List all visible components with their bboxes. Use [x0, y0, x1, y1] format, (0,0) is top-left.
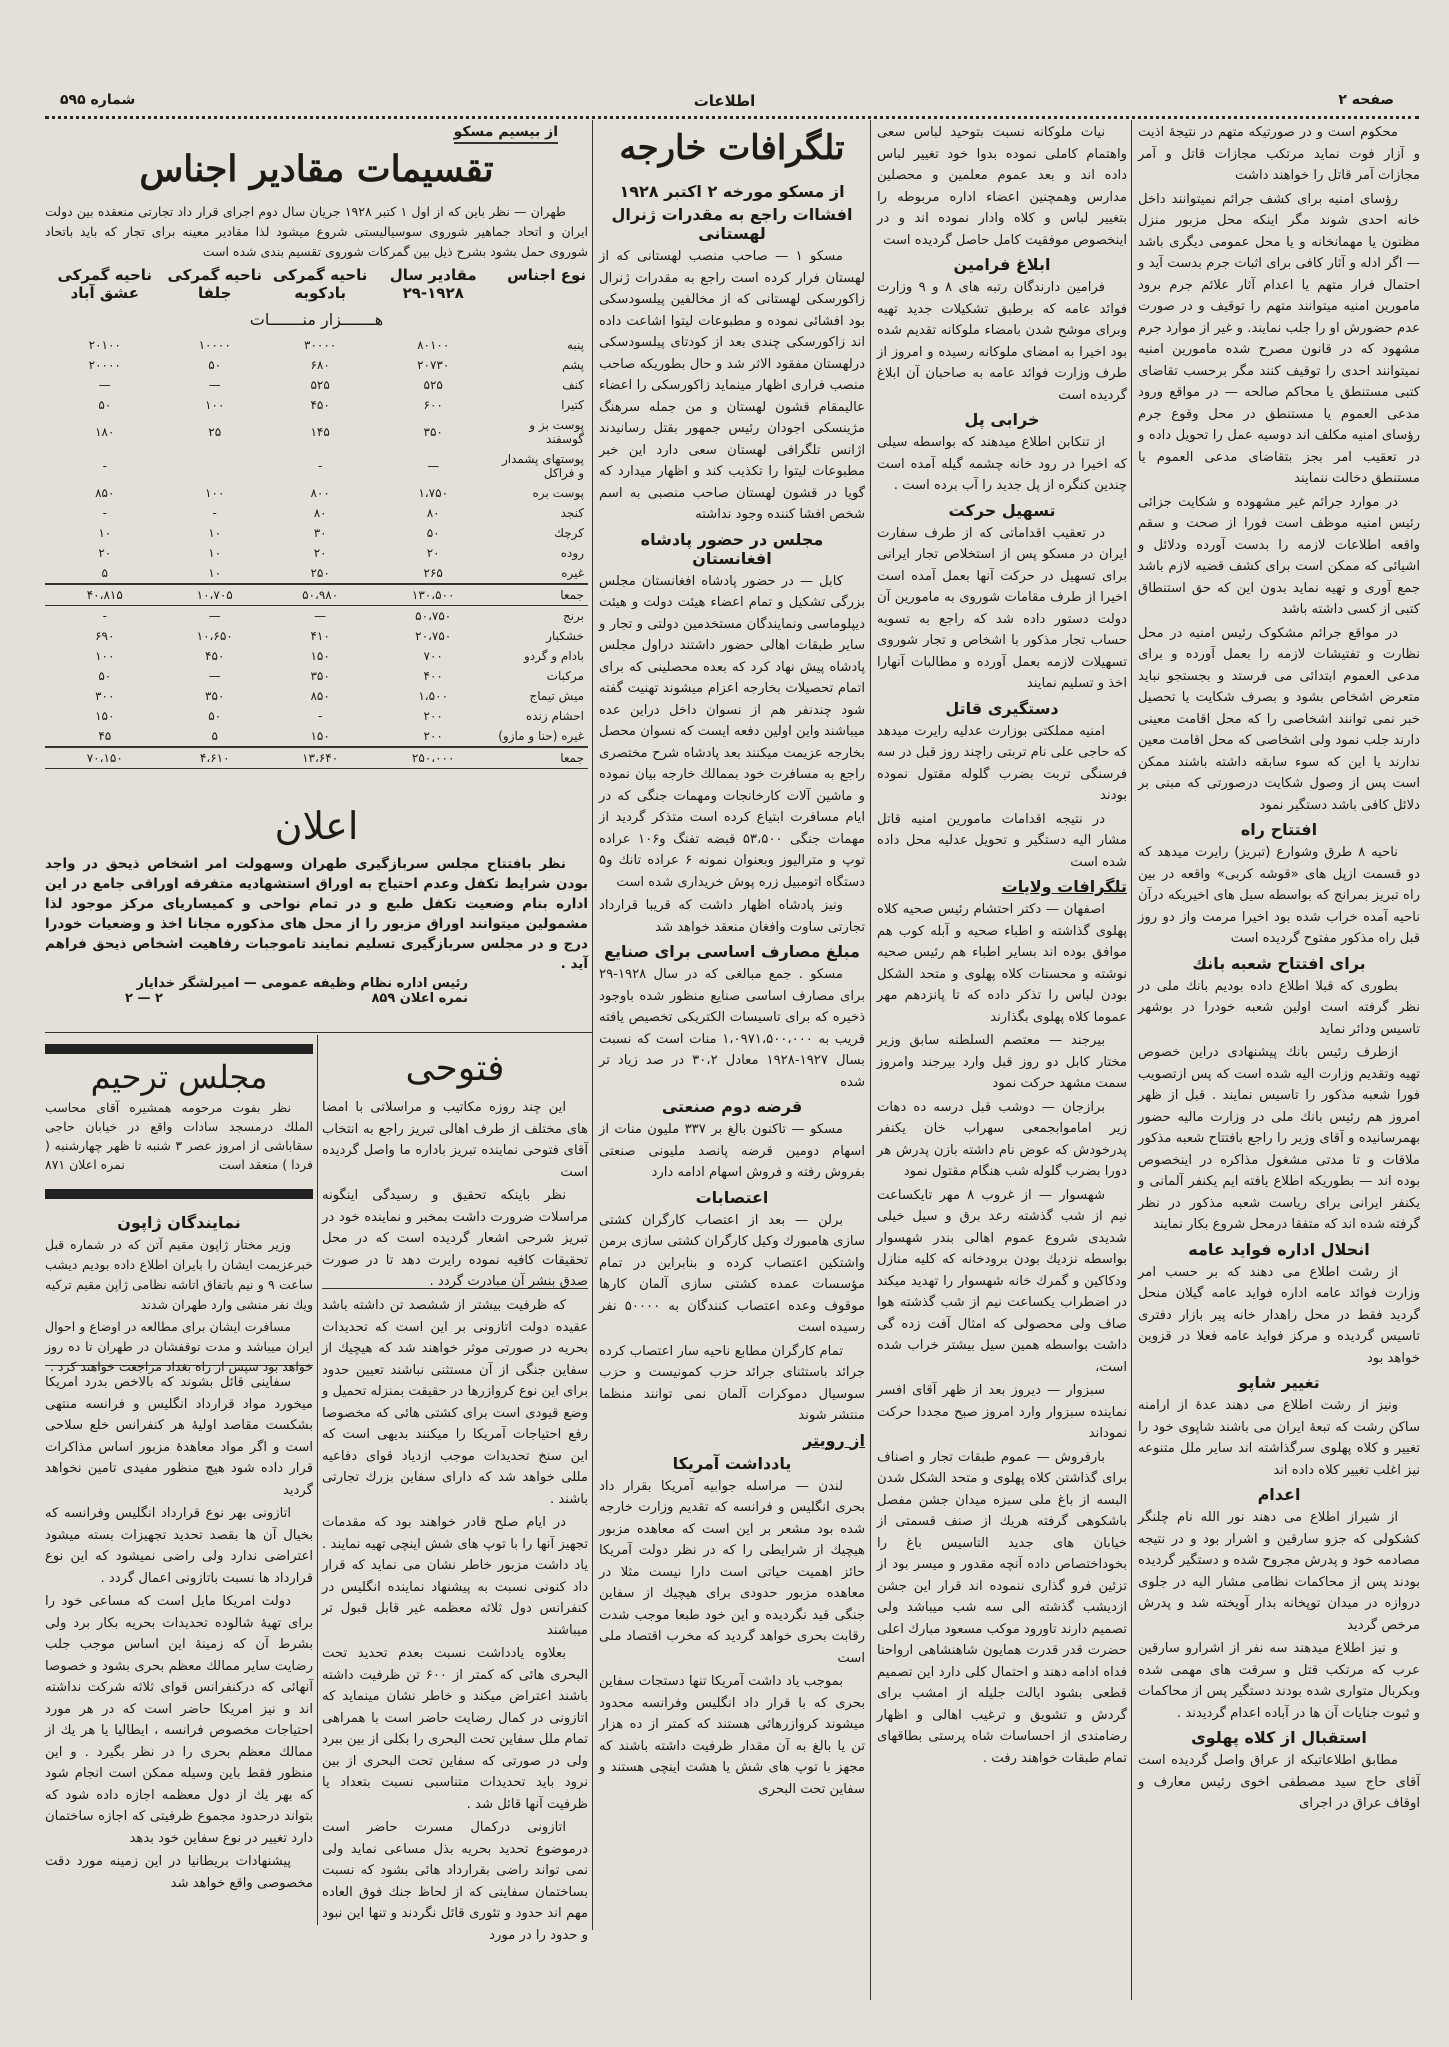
article-headline: مبلغ مصارف اساسی برای صنایع — [604, 942, 860, 961]
commodity-value: ۱۰ — [208, 526, 222, 540]
commodity-value: ۴۰،۸۱۵ — [45, 584, 165, 606]
commodity-value: ۴۵۰ — [310, 398, 330, 412]
commodity-value: - — [317, 709, 323, 723]
japan-title: نمایندگان ژاپون — [117, 1213, 241, 1232]
commodity-name: غیره (حنا و مازو) — [498, 729, 584, 743]
table-row — [45, 415, 588, 449]
japan-paragraph: مسافرت ایشان برای مطالعه در اوضاع و احوال ایران میباشد و مدت توقفشان در طهران تا ده روز خواهد بود سپس از راه بغداد مراجعت خواهند کرد . — [45, 1319, 313, 1374]
article-paragraph: مطابق اطلاعاتیکه از عراق واصل گردیده است آقای حاج سید مصطفی اخوی رئیس معارف و اوقاف عراق در اجرای — [1138, 1753, 1420, 1811]
table-row — [45, 686, 588, 706]
commodity-name: جمعا — [491, 584, 588, 606]
article-paragraph: اصفهان — دکتر احتشام رئیس صحیه کلاه پهلوی گذاشته و اطباء صحیه و آبله کوب هم موافق بوده اند بسایر اطباء هم رئیس صحیه نوشته و محسنات کلاه پهلوی و متحد الشکل بودن لباس را تذکر داده که تا پانزدهم مهر عموما کلاه پهلوی بگذارند — [877, 902, 1127, 1025]
table-header: ناحیه گمرکی عشق آباد — [57, 266, 153, 302]
commodity-value: - — [102, 459, 107, 473]
unit-label: هـــــــزار منـــــــات — [249, 310, 384, 329]
commodity-value: ۶۹۰ — [95, 629, 115, 643]
commodity-name: روده — [560, 546, 584, 560]
commodity-value: ۴۵ — [98, 729, 112, 743]
section-rule — [45, 1032, 593, 1033]
article-paragraph: مسکو . جمع مبالغی که در سال ۱۹۲۸-۲۹ برای مصارف اساسی صنایع منظور شده باوجود ذخیره که برای تاسیسات الکتریکی تخصیص یافته قریب به ۱،۰۹۷۱،۵۰۰،۰۰۰ منات است که نسبت بسال ۱۹۲۷-۱۹۲۸ معادل ۳۰،۲ در صد زیاد تر شده — [599, 967, 866, 1090]
japan-article — [45, 1185, 313, 1374]
article-paragraph: تمام کارگران مطابع ناحیه سار اعتصاب کرده جرائد باستثنای جرائد حزب کمونیست و حزب سوسیال دموکرات آلمان نمی توانند منظما منتشر شوند — [599, 1343, 865, 1423]
fotouhi-article — [322, 1040, 588, 1289]
commodity-table — [45, 264, 588, 769]
commodity-name: غیره — [561, 566, 584, 580]
table-row — [45, 503, 588, 523]
article-paragraph: بعلاوه یادداشت نسبت بعدم تحدید تحت البحری هائی که کمتر از ۶۰۰ تن ظرفیت داشته باشند اعتراض میکند و خاطر نشان مینماید که اتازونی در کمال رضایت حاضر است با همراهی تمام ملل سفاین تحت البحری را بکلی از بین ببرد ولی در صورتی که سفاین تحت البحری از بین نرود باید تحدیدات متناسبی نسبت بتعداد یا ظرفیت آنها قائل شد . — [322, 1646, 588, 1812]
navy-note-left — [45, 1372, 313, 2022]
article-headline: خرابی پل — [964, 410, 1040, 429]
commodity-value: ۲۰۱۰۰ — [88, 338, 121, 352]
page-number: صفحه ۲ — [1338, 92, 1394, 108]
fotouhi-paragraph: نظر باینکه تحقیق و رسیدگی اینگونه مراسلات ضرورت داشت بمخبر و نماینده خود در تبریز شرحی اشعار گردیده است که در محل تحقیقات کافیه نموده رایرت دهد تا در صورت صدق بنشر آن مبادرت گردد . — [322, 1188, 588, 1289]
article-paragraph: برازجان — دوشب قبل درسه ده دهات زیر اماموابجمعی سهراب خان یکنفر پدرخودش که عوض نام داشته بازن پدرش هر دورا بضرب گلوله شب هنگام مقتول نمود — [877, 1099, 1127, 1179]
commodity-value: ۸۰ — [426, 506, 440, 520]
table-row — [45, 483, 588, 503]
table-row — [45, 449, 588, 483]
article-headline: استقبال از کلاه پهلوی — [1191, 1728, 1367, 1747]
notice-box — [45, 800, 588, 1028]
commodity-value: ۵۰ — [208, 358, 222, 372]
table-row — [45, 395, 588, 415]
commodity-value: ۱۰۰ — [95, 649, 115, 663]
article-paragraph: بطوری که قبلا اطلاع داده بودیم بانك ملی در نظر گرفته است اولین شعبه خودرا در بوشهر تاسیس ودائر نماید — [1138, 978, 1420, 1037]
commodity-value: ۸۰۰ — [310, 486, 330, 500]
commodity-value: ۱۳،۶۴۰ — [265, 747, 375, 769]
article-paragraph: سفاینی قائل بشوند که بالاخص بدرد امریکا میخورد مواد قرارداد انگلیس و فرانسه منتهی بشکست مقاصد اولیهٔ هر کنفرانس خلع سلاحی است و اگر مواد معاهدهٔ مزبور اساس مذاکرات قرار داده شود هیچ منظور مفیدی تامین نخواهد گردید — [45, 1375, 313, 1498]
article-headline: از رویتر — [803, 1430, 865, 1450]
commodity-value: ۲۰۰ — [423, 729, 443, 743]
column-divider — [870, 120, 871, 2000]
table-row — [45, 543, 588, 563]
commodity-name: خشکبار — [546, 629, 584, 643]
commodity-value: ۱۳۰،۵۰۰ — [375, 584, 491, 606]
commodity-value: ۱۰۰ — [205, 486, 225, 500]
commodity-value: ۵۲۵ — [423, 378, 443, 392]
commodity-value: ۵۰،۷۵۰ — [415, 609, 452, 623]
article-headline: ابلاغ فرامین — [953, 255, 1051, 274]
article-paragraph: پیشنهادات بریطانیا در این زمینه مورد دقت مخصوصی واقع خواهد شد — [45, 1854, 313, 1891]
rule-bar — [45, 1044, 313, 1054]
article-paragraph: کابل — در حضور پادشاه افغانستان مجلس بزرگی تشکیل و تمام اعضاء هیئت دولت و هیئت دیپلوماسی ونمایندگان مستخدمین دولتی و تجار و سایر طبقات اهالی حضور داشتند دراول مجلس پادشاه پیش نهاد کرد که بعده محصلینی که برای اتمام تحصیلات بخارجه اعزام میشوند تهنیت گفته شود چندنفر هم از نسوان داخل دراین عده میباشند واین اولین دفعه ایست که نسوان محصل بخارجه عزیمت میکنند بعد پادشاه شرح مختصری راجع به مسافرت خود بممالك خارجه بیان نموده و ماشین آلات کارخانجات ومهمات جنگی که در ایام مسافرت ابتیاع کرده است متذکر گردید از مهمات جنگی ۵۳،۵۰۰ قبضه تفنگ و۱۰۶ عراده توپ و مترالیوز وبعنوان نمونه ۶ عراده تانك و۵ دستگاه اتومبیل زره پوش خریداری شده است — [599, 573, 865, 890]
notice-title: اعلان — [274, 804, 359, 848]
commodity-value: ۱،۷۵۰ — [418, 486, 449, 500]
article-headline: دستگیری قاتل — [945, 698, 1059, 718]
notice-signature: رئیس اداره نظام وظیفه عمومی — امیرلشگر خدایار — [136, 976, 468, 991]
article-paragraph: ازطرف رئیس بانك پیشنهادی دراین خصوص تهیه وتقدیم وزارت الیه شده است که پس ازتصویب فورا شعبه مذکور را تاسیس نمایند . قبل از ظهر امروز هم رئیس بانك ملی در وزارت مالیه حضور بهمرسانیده و آقای وزیر را راجع بافتتاح شعبه مذکور ملاقات و تا مدتی مشغول مذاکره در اینخصوص بوده اند — بطوریکه اطلاع یافته ایم یکنفر آلمانی و یکنفر ایرانی برای ریاست شعبه مذکور در نظر گرفته شده اند که متفقا درمحل شروع بکار نمایند — [1138, 1045, 1420, 1232]
table-header: ناحیه گمرکی جلفا — [167, 266, 262, 302]
commodity-value: ۸۵۰ — [310, 689, 330, 703]
commodity-value: ۴۰۰ — [423, 669, 443, 683]
commodity-value: ۲۰ — [98, 546, 112, 560]
commodity-value: - — [317, 459, 323, 473]
commodity-name: مرکبات — [546, 669, 584, 683]
commodity-name: بادام و گردو — [524, 649, 584, 663]
article-paragraph: برلن — بعد از اعتصاب کارگران کشتی سازی هامبورك وکیل کارگران کشتی سازی برمن واشتکین اعتصاب کرده و بنابراین در تمام مؤسسات عمده کشتی سازی آلمان کارها موقوف وعده اعتصاب کنندگان به ۵۰۰۰۰ نفر رسیده است — [599, 1212, 865, 1335]
column-foreign-telegraphs — [599, 122, 865, 1932]
article-paragraph: فرامین دارندگان رتبه های ۸ و ۹ وزارت فوائد عامه که برطبق تشکیلات جدید تهیه وبرای موشح شدن بامضاء ملوکانه تقدیم شده بود اخیرا به امضای ملوکانه رسیده و امروز از طرف وزارت فوائد عامه به صاحبان آن ابلاغ گردیده است — [877, 280, 1127, 403]
commodity-value: — — [208, 669, 221, 683]
commodity-value: ۱۵۰ — [310, 729, 330, 743]
article-headline: افشاات راجع به مقدرات ژنرال لهستانی — [611, 205, 853, 243]
article-paragraph: از شیراز اطلاع می دهند نور الله نام چلنگر کشکولی که جزو سارقین و اشرار بود و در نتیجه مصادمه خود و پدرش مجروح شده و دستگیر گردیده بودند پس از محاکمات نظامی مشار الیه در جلوی دروازه در میدان توپخانه بدار آویخته شد و پدرش مرخص گردید — [1138, 1510, 1420, 1633]
commodity-value: ۱۵۰ — [310, 649, 330, 663]
commodity-name: پوست بز و گوسفند — [529, 418, 584, 446]
article-paragraph: در موارد جرائم غیر مشهوده و شکایت جزائی رئیس امنیه موظف است فورا از صحت و سقم واقعه اطلاعات لازمه را بدست آورده ودلائل و اشیائی که ممکن است برای کشف قضیه لازم باشد جمع آوری و تهیه نماید بدون این که حق استنطاق کتبی از کسی داشته باشد — [1138, 494, 1420, 617]
source-label: از بیسیم مسکو — [454, 124, 558, 144]
commodity-value: ۶۸۰ — [310, 358, 330, 372]
commodity-value: ۵ — [211, 729, 218, 743]
table-row — [45, 375, 588, 395]
commodity-value: ۱۰۰۰۰ — [198, 338, 231, 352]
commodity-value: ۵۰،۹۸۰ — [265, 584, 375, 606]
rule-bar — [45, 1189, 313, 1199]
commodity-name: جمعا — [491, 747, 588, 769]
table-header: مقادیر سال ۱۹۲۸-۲۹ — [389, 266, 477, 302]
commodity-value — [165, 449, 265, 483]
commodity-value: ۱۵۰ — [95, 709, 115, 723]
commodity-name: کنجد — [560, 506, 584, 520]
commodity-value: ۱۰ — [208, 546, 222, 560]
commodity-value: ۱۸۰ — [95, 425, 115, 439]
commodity-value: — — [314, 609, 327, 623]
commodity-value: ۲۵۰ — [310, 566, 330, 580]
table-title: تقسیمات مقادیر اجناس — [139, 148, 494, 190]
article-paragraph: ونیز پادشاه اظهار داشت که قریبا قرارداد تجارتی ساوت وافغان منعقد خواهد شد — [599, 898, 865, 935]
commodity-value: ۱،۵۰۰ — [418, 689, 449, 703]
commodity-section — [45, 122, 588, 797]
commodity-value: ۲۰ — [426, 546, 440, 560]
notice-body: نظر بافتتاح مجلس سربازگیری طهران وسهولت امر اشخاص ذیحق در واجد بودن شرایط تکفل وعدم احتیاج به اوراق استشهادیه متفرقه اوراقی جامع در این اداره بنام وضعیت تکفل طبع و در تمام نواحی و کمیساریای مرکز موجود لذا مشمولین میتوانند اوراق مزبور را از محل های مذکوره مجانا اخذ و وضعیات خودرا درج و در مجلس سربازگیری تسلیم نمایند تاموجبات رفاهیت اشخاص ذیحق فراهم آید . — [45, 856, 588, 972]
commodity-value: ۲۰،۷۵۰ — [415, 629, 452, 643]
article-paragraph: ونیز از رشت اطلاع می دهند عدهٔ از ارامنه ساکن رشت که تبعهٔ ایران می باشند شاپوی خود را تغییر و کلاه پهلوی سرگذاشته اند سایر ملل متنوعه نیز اغلب تغییر کلاه داده اند — [1138, 1398, 1420, 1478]
commodity-value: ۲۵ — [208, 425, 222, 439]
fotouhi-paragraph: این چند روزه مکاتیب و مراسلاتی با امضا های مختلف از طرف اهالی تبریز راجع به انتخاب آقای فتوحی نماینده تبریز باداره ما واصل گردیده است — [322, 1100, 588, 1180]
table-row — [45, 563, 588, 584]
column-divider — [592, 120, 593, 1930]
article-headline: از مسکو مورخه ۲ اکتبر ۱۹۲۸ — [619, 182, 845, 201]
commodity-name: پوست بره — [532, 486, 584, 500]
article-headline: مجلس در حضور پادشاه افغانستان — [640, 529, 824, 568]
table-total-row — [45, 584, 588, 606]
article-headline: انحلال اداره فواید عامه — [1188, 1239, 1370, 1259]
memorial-number: نمره اعلان ۸۷۱ — [45, 1157, 125, 1172]
telegraph-title: تلگرافات خارجه — [619, 128, 845, 168]
table-row — [45, 523, 588, 543]
article-paragraph: محکوم است و در صورتیکه متهم در نتیجهٔ اذیت و آزار فوت نماید مرتکب مجازات قاتل و آمر مجازات آمر قاتل را خواهند داشت — [1138, 125, 1420, 183]
fotouhi-title: فتوحی — [405, 1048, 505, 1089]
commodity-value: ۱۰،۶۵۰ — [196, 629, 233, 643]
article-paragraph: در مواقع جرائم مشکوک رئیس امنیه در محل نظارت و تفتیشات لازمه را بعمل آورده و برای مدعی العموم ابتدائی می فرستد و بجستجو نباید متعرض اشخاص بشود و بصرف شکایت یا تحصیل خبر نمی توانند اشخاصی را که محل اقامت معینی دارند جلب نمود ولی اشخاصی که محل اقامت معین ندارند یا این که سوء سابقه داشته باشند ممکن است پس از وصول شکایت درصورتی که مبنی بر دلائل کافی باشد دستگیر نمود — [1138, 625, 1420, 813]
table-row — [45, 726, 588, 747]
commodity-value: ۶۰۰ — [423, 398, 443, 412]
table-row — [45, 646, 588, 666]
table-total-row — [45, 747, 588, 769]
commodity-value: ۳۰۰ — [95, 689, 115, 703]
japan-paragraph: وزیر مختار ژاپون مقیم آتن که در شماره قبل خبرعزیمت ایشان را بایران اطلاع داده بودیم دیشب ساعت ۹ و نیم باتفاق اتاشه نظامی ژاپن مقیم ترکیه ویك نفر منشی وارد طهران شدند — [45, 1237, 313, 1312]
article-paragraph: اتازونی درکمال مسرت حاضر است درموضوع تحدید بحریه بذل مساعی نماید ولی نمی تواند راضی بقرارداد هائی بشود که نسبت بساختمان سفاینی که از لحاظ جنك فوق العاده مهم اند حدود و تئوری قائل نگردند و تنها این نبود و حدود را در مورد — [322, 1820, 588, 1943]
notice-number: نمره اعلان ۸۵۹ — [371, 991, 468, 1006]
article-paragraph: لندن — مراسله جوابیه آمریکا بقرار داد بحری انگلیس و فرانسه که تقدیم وزارت خارجه شده بود مشعر بر این است که معاهده مزبور هیچیك از شرایطی را که در نظر دولت آمریکا حائز اهمیت حیاتی است دارا نیست مثلا در معاهده مزبور حدودی برای هیچیك از سفاین جنگی قید نگردیده و این خود طبعا موجب شدت رقابت بحری خواهد گردید که مخرب اقتصاد ملی است — [599, 1478, 865, 1666]
notice-run: ۲ — ۲ — [125, 991, 163, 1006]
article-paragraph: نیات ملوکانه نسبت بتوحید لباس سعی واهتمام کاملی نموده بدوا خود تغییر لباس داده اند و بعد عموم معلمین و محصلین مدارس وهمچنین اعضاء اداره مربوطه را بتغییر لباس و کلاه وادار نموده اند و در اینخصوص موفقیت کامل حاصل گردیده است — [877, 125, 1127, 248]
newspaper-name: اطلاعات — [693, 92, 756, 110]
commodity-value: - — [102, 609, 107, 623]
article-headline: برای افتتاح شعبه بانك — [1192, 953, 1366, 973]
article-paragraph: بیرجند — معتصم السلطنه سابق وزیر مختار کابل دو روز قبل وارد بیرجند وامروز سمت مشهد حرکت نمود — [877, 1033, 1127, 1091]
article-paragraph: سبزوار — دیروز بعد از ظهر آقای افسر نماینده سبزوار وارد امروز صبح مجددا حرکت نموداند — [877, 1383, 1127, 1441]
commodity-name: کرچك — [554, 526, 584, 540]
commodity-name: میش تیماج — [529, 689, 584, 703]
article-paragraph: که ظرفیت بیشتر از ششصد تن داشته باشد عقیده دولت اتازونی بر این است که تحدیدات بحریه در صورتی موثر خواهند شد که هیچیك از سفاین جنگی از آن مستثنی نباشند تعیین حدود برای این نوع کروازرها در حقیقت بمنزله تحمیل و وضع قیودی است برای کشتی هائی که مخصوصا رفع احتیاجات آمریکا را میکنند بدیهی است که این سنخ تحدیدات موجب ازدیاد قوای دفاعیه مللی خواهد شد که دارای سفاین بزرك تجارتی باشند . — [322, 1298, 588, 1507]
navy-note-continued — [322, 1295, 588, 2015]
commodity-value: ۲۰۷۳۰ — [417, 358, 450, 372]
commodity-name: احشام زنده — [525, 709, 584, 723]
commodity-value: ۴۱۰ — [310, 629, 330, 643]
commodity-value: ۱۰۰ — [205, 398, 225, 412]
commodity-value: - — [102, 506, 107, 520]
article-headline: قرضه دوم صنعتی — [661, 1097, 803, 1116]
commodity-value: ۲۰۰ — [423, 709, 443, 723]
commodity-value: ۴۵۰ — [205, 649, 225, 663]
commodity-value: ۱۴۵ — [310, 425, 330, 439]
article-paragraph: بارفروش — عموم طبقات تجار و اصناف برای گذاشتن کلاه پهلوی و متحد الشکل شدن البسه از باغ ملی سبزه میدان جشن مفصل باشکوهی گرفته هریك از صنف قسمتی از خیابان های جدید التاسیس باغ را بخوداختصاص داده آنچه مقدور و میسر بود از تزئین فرو گذاری ننموده اند قرار این جشن ازدیشب گذشته الی سه شب میباشد ولی تصمیم دارند تاورود موکب مسعود مبارك اعلی حضرت قدر قدرت همایون شاهنشاهی ارواحنا فداه ادامه دهند و احتمال کلی دارد این تصمیم قطعی بشود ایالت جلیله از امشب برای گردش و تشویق و ترغیب اهالی و اظهار رضامندی از احساسات شاه پرستی بطاقهای تمام طبقات خواهند رفت . — [877, 1449, 1127, 1766]
article-headline: اعدام — [1257, 1485, 1301, 1504]
article-paragraph: رؤسای امنیه برای کشف جرائم نمیتوانند داخل خانه احدی شوند مگر اینکه محل مزبور منزل مظنون یا مهمانخانه و یا محل عمومی دیگری باشد — اگر ادله و آثار کافی برای اثبات جرم بدست آید و احتمال فرار متهم یا اعدام آثار علائم جرم برود مامورین امنیه میتوانند متهم را توقیف و در صورت عدم حضورش او را جلب نمایند. و غیر از موارد جرم مشهود که در قانون مصرح شده مامورین امنیه نمیتوانند احدی را توقیف کنند مگر برحسب تقاضای کتبی مستنطق یا محاکم صالحه — در مواقع ورود مدعی العموم یا مستنطق در محل وقوع جرم رؤسای امنیه مکلف اند دوسیه عمل را تحویل داده و در تعقیب امر بجز بتقاضای مدعی العموم یا مستنطق دخالت ننمایند — [1138, 191, 1420, 486]
article-headline: تسهیل حرکت — [948, 500, 1056, 520]
commodity-name: پنبه — [566, 338, 584, 352]
article-paragraph: ناحیه ۸ طرق وشوارع (تبریز) رایرت میدهد که دو قسمت ازپل های «قوشه کربی» واقعه در بین راه تبریز بمرانج که بواسطه سیل های اخیریکه درآن ناحیه آمده خراب شده بود اخیرا مرمت واز دو روز قبل راه مذکور مفتوح گردیده است — [1138, 845, 1420, 946]
article-headline: افتتاح راه — [1240, 820, 1318, 839]
article-paragraph: اتازونی بهر نوع قرارداد انگلیس وفرانسه که بخیال آن ها بقصد تحدید تجهیزات بسته میشود اعتراضی ندارد ولی راضی نمیشود که این نوع قرارداد ها نسبت باتازونی اعمال گردد . — [45, 1506, 313, 1586]
commodity-name: پوستهای پشمدار و فراکل — [501, 452, 584, 480]
article-headline: اعتصابات — [695, 1187, 769, 1207]
commodity-value: ۸۰۱۰۰ — [417, 338, 450, 352]
commodity-name: کنف — [562, 378, 584, 392]
commodity-value: ۵۲۵ — [310, 378, 330, 392]
commodity-value: ۷۰۰ — [423, 649, 443, 663]
commodity-value: ۴،۶۱۰ — [165, 747, 265, 769]
article-paragraph: در تعقیب اقداماتی که از طرف سفارت ایران در مسکو پس از استخلاص تجار ایرانی برای تسهیل در حرکت آنها بعمل آمده است اخیرا از طرف مقامات شوروی به مامورین آن دولت دستور داده شد که راجع به تسویه حساب تجار مذکور با اشخاص و تجار شوروی تسهیلات لازمه بعمل آورده و مطالبات آنهارا اخذ و تسلیم نمایند — [877, 525, 1127, 691]
commodity-value: ۳۰۰۰۰ — [304, 338, 337, 352]
article-paragraph: از رشت اطلاع می دهند که بر حسب امر وزارت فوائد عامه اداره فواید عامه گیلان منحل گردید فقط در محل راهدار خانه پیر بازار دفتری تاسیس گردیده و مرکز فواید عامه فعلا در قزوین خواهد بود — [1138, 1264, 1420, 1366]
table-header: نوع اجناس — [507, 266, 586, 284]
commodity-value: ۲۶۵ — [423, 566, 443, 580]
commodity-name: برنج — [562, 609, 584, 623]
article-paragraph: دولت امریکا مایل است که مساعی خود را برای تهیهٔ شالوده تحدیدات بحریه بکار برد ولی بشرط آن که زمینهٔ این اساس موجب جلب رضایت سایر ممالك معظم بحری بشود و خصوصا آنهائی که درکنفرانس قوای ثلاثه شرکت نداشته اند و نیز امریکا حاضر است که در هر مورد احتیاجات مخصوص فرانسه ، ایطالیا یا هر یك از ممالك معظم بحری را در نظر بگیرد . و این منظور فقط باین وسیله ممکن است انجام شود که بهر یك از دول معظمه اجازه داده شود که بتواند درحدود مجموع ظرفیتی که اجازه ساختمان دارد تغییر در نوع سفاین خود بدهد — [45, 1594, 313, 1846]
column-right — [1138, 122, 1420, 2022]
commodity-value: ۵۰ — [426, 526, 440, 540]
commodity-name: کتیرا — [561, 398, 584, 412]
article-headline: یادداشت آمریکا — [672, 1453, 792, 1473]
masthead-rule — [45, 116, 1419, 119]
article-paragraph: در ایام صلح قادر خواهند بود که مقدمات تجهیز آنها را با توپ های شش اینچی تهیه نمایند . یاد داشت مزبور خاطر نشان می نماید که قرار داد کنونی نسبت به پیشنهاد نماینده انگلیس در کنفرانس دول ثلاثه معظمه غیر قابل قبول تر میباشند — [322, 1515, 588, 1638]
commodity-value: ۳۵۰ — [205, 689, 225, 703]
commodity-value: ۵ — [101, 566, 108, 580]
table-row — [45, 335, 588, 355]
memorial-body: نظر بفوت مرحومه همشیره آقای محاسب الملك درمسجد سادات واقع در خیابان حاجی سقاباشی از امروز عصر ۳ شنبه تا ظهر چهارشنبه ( فردا ) منعقد است — [45, 1100, 313, 1172]
commodity-value: ۵۰ — [208, 709, 222, 723]
table-row — [45, 355, 588, 375]
commodity-value: ۱۰ — [208, 566, 222, 580]
article-paragraph: مسکو ۱ — صاحب منصب لهستانی که از لهستان فرار کرده است راجع به مقدرات ژنرال زاکورسکی لهستانی که از مخالفین پیلسودسکی بود افشائی نموده و مطبوعات لیتوا اشاعت داده اند زاکورسکی چندی بعد از کودتای پیلسودسکی درلهستان مفقود الاثر شد و حال بطوریکه صاحب منصب فراری اظهار مینماید زاکورسکی را اعضاء عالیمقام قشون لهستان و من جمله سرهنگ مژینسکی اجودان رئیس جمهور بقتل رسانیدند اژانس تلگرافی لهستان سعی دارد این خبر مطبوعات لیتوا را تکذیب کند و اظهار میدارد که گویا در قشون لهستان صاحب منصبی به اسم شخص افشا کننده وجود نداشته — [599, 249, 865, 522]
memorial-title: مجلس ترحیم — [90, 1058, 268, 1096]
memorial-notice — [45, 1040, 313, 1185]
commodity-name: پشم — [561, 358, 584, 372]
table-intro: طهران — نظر باین که از اول ۱ کتبر ۱۹۲۸ جریان سال دوم اجرای قرار داد تجارتی منعقده بین دولت ایران و اتحاد جماهیر شوروی سوسیالیستی شروع میشود لذا مقادیر معینه برای تجار که باید باتحاد شوروی حمل بشود بشرح ذیل بین گمرکات شوروی تقسیم بندی شده است — [45, 204, 588, 259]
commodity-value: ۱۰،۷۰۵ — [165, 584, 265, 606]
commodity-value: ۲۰ — [313, 546, 327, 560]
commodity-value: ۲۵۰،۰۰۰ — [375, 747, 491, 769]
column-divider — [317, 1035, 318, 1925]
article-paragraph: در نتیجه اقدامات مامورین امنیه قاتل مشار الیه دستگیر و تحویل عدلیه محل داده شده است — [877, 811, 1127, 870]
commodity-value: ۲۰۰۰۰ — [88, 358, 121, 372]
article-paragraph: شهسوار — از غروب ۸ مهر تایکساعت نیم از شب گذشته رعد برق و سیل خیلی شدیدی شروع عموم اهالی بندر شهسوار بواسطه نزدیك بودن برودخانه که کلیه منازل ودکاکین و گمرك خانه شهسوار را تهدید میکند در اضطراب یکساعت نیم از شب گذشته هوا صاف ولی محصولی که امثال آفت زده گی داشت بواسطه همین سیل بیشتر خراب شده است، — [877, 1187, 1127, 1375]
commodity-value: ۵۰ — [98, 669, 112, 683]
issue-number: شماره ۵۹۵ — [60, 92, 136, 108]
column-divider — [1131, 120, 1132, 2000]
article-paragraph: بموجب یاد داشت آمریکا تنها دستجات سفاین بحری که با قرار داد انگلیس وفرانسه محدود میشوند کروازرهائی هستند که کمتر از ده هزار تن یا بالغ به آن مقدار ظرفیت داشته باشند که مجهز با توپ های شش یا هشت اینچی هستند و سفاین تحت البحری — [599, 1674, 865, 1797]
table-header: ناحیه گمرکی بادکوبه — [272, 266, 368, 302]
commodity-value: - — [212, 506, 217, 520]
table-row — [45, 666, 588, 686]
article-paragraph: مسکو — تاکنون بالغ بر ۳۳۷ ملیون منات از اسهام دومین قرضه پانصد ملیونی صنعتی بفروش رفته و فروش اسهام ادامه دارد — [599, 1122, 865, 1180]
article-headline: تلگرافات ولایات — [1001, 877, 1127, 896]
commodity-value: — — [98, 378, 111, 392]
column-domestic-news — [877, 122, 1127, 2002]
article-paragraph: امنیه مملکتی بوزارت عدلیه رایرت میدهد که حاجی علی نام تربتی راچند روز قبل در سه فرسنگی تربت بضرب گلوله مقتول نموده بودند — [877, 723, 1127, 803]
article-headline: تغییر شاپو — [1238, 1373, 1320, 1392]
commodity-value: ۸۵۰ — [95, 486, 115, 500]
commodity-value: ۱۰ — [98, 526, 112, 540]
telegraph-articles — [599, 182, 865, 1800]
commodity-value: ۳۰ — [313, 526, 327, 540]
table-row — [45, 606, 588, 627]
table-row — [45, 626, 588, 646]
commodity-value: — — [427, 459, 440, 473]
commodity-value: ۵۰ — [98, 398, 112, 412]
article-paragraph: از تنکابن اطلاع میدهند که بواسطه سیلی که اخیرا در رود خانه چشمه گیله آمده است چندین کنگره از پل جدید را آب برده است . — [877, 435, 1127, 493]
article-paragraph: و نیز اطلاع میدهند سه نفر از اشرارو سارقین عرب که مرتکب قتل و سرقت های مهمی شده وبکربال متواری شده بودند دستگیر پس از محاکمات و ثبوت جنایات آن ها در آباده اعدام گردیدند . — [1138, 1641, 1420, 1721]
table-row — [45, 706, 588, 726]
commodity-value: ۳۵۰ — [423, 425, 443, 439]
commodity-value: — — [208, 378, 221, 392]
commodity-value: ۷۰،۱۵۰ — [45, 747, 165, 769]
commodity-value: ۳۵۰ — [310, 669, 330, 683]
commodity-value: — — [208, 609, 221, 623]
commodity-value: ۸۰ — [313, 506, 327, 520]
